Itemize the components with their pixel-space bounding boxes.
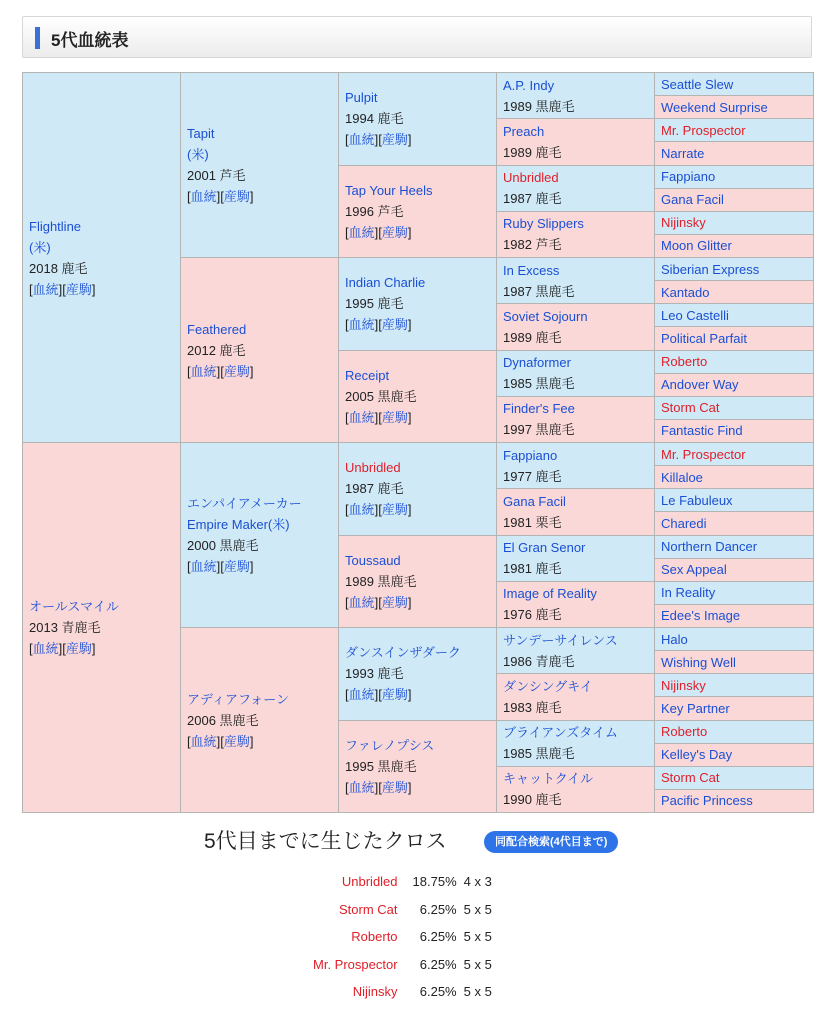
horse-name-link[interactable]: Mr. Prospector — [661, 122, 746, 138]
horse-name-link[interactable]: Key Partner — [661, 700, 730, 716]
pedigree-cell-gen5 — [655, 281, 814, 304]
pedigree-links: [血統][産駒] — [187, 363, 254, 379]
horse-name-link[interactable]: Pulpit — [345, 90, 378, 106]
horse-name-link[interactable]: El Gran Senor — [503, 540, 586, 556]
horse-name-link[interactable]: Indian Charlie — [345, 275, 426, 291]
pedigree-cell-gen2 — [181, 628, 339, 813]
progeny-link[interactable]: 産駒 — [381, 224, 408, 240]
horse-info: 1985 黒鹿毛 — [503, 376, 575, 392]
pedigree-cell-gen5 — [655, 651, 814, 674]
horse-name-link[interactable]: エンパイアメーカー — [187, 496, 302, 511]
horse-name-link[interactable]: In Excess — [503, 262, 560, 278]
pedigree-cell-gen4 — [497, 119, 655, 165]
bloodline-link[interactable]: 血統 — [190, 559, 217, 574]
horse-info: 1989 黒鹿毛 — [503, 98, 575, 114]
cross-row — [310, 951, 495, 979]
horse-name-link[interactable]: Finder's Fee — [503, 401, 575, 417]
horse-name-link[interactable]: Toussaud — [345, 552, 401, 568]
horse-info: 1996 芦毛 — [345, 203, 404, 219]
pedigree-cell-gen2 — [181, 258, 339, 443]
pedigree-cell-gen5 — [655, 697, 814, 720]
pedigree-cell-gen4 — [497, 766, 655, 812]
horse-name-link[interactable]: Gana Facil — [661, 192, 724, 208]
horse-name-link[interactable]: Sex Appeal — [661, 562, 727, 578]
horse-name-link[interactable]: Roberto — [661, 724, 708, 740]
pedigree-cell-gen5 — [655, 558, 814, 581]
cross-row — [310, 978, 495, 1006]
cross-table — [310, 868, 495, 1006]
horse-info: 1983 鹿毛 — [503, 699, 562, 715]
pedigree-cell-gen5 — [655, 743, 814, 766]
cross-generation: 5 x 5 — [463, 901, 492, 917]
horse-name-link[interactable]: ダンスインザダーク — [345, 645, 461, 661]
bloodline-link[interactable]: 血統 — [348, 502, 375, 518]
pedigree-cell-gen3 — [339, 73, 497, 166]
cross-percent: 6.25% — [419, 984, 457, 1000]
pedigree-cell-gen4 — [497, 73, 655, 119]
cross-percent: 6.25% — [419, 956, 457, 972]
horse-info: 1990 鹿毛 — [503, 792, 562, 808]
horse-name-link[interactable]: Kelley's Day — [661, 747, 733, 763]
pedigree-cell-gen2 — [181, 443, 339, 628]
pedigree-cell-gen2 — [181, 73, 339, 258]
horse-name-link[interactable]: Political Parfait — [661, 330, 747, 346]
horse-name-link[interactable]: Feathered — [187, 321, 247, 337]
pedigree-cell-gen5 — [655, 766, 814, 789]
cross-percent: 6.25% — [419, 929, 457, 945]
horse-name-link[interactable]: Pacific Princess — [661, 793, 753, 809]
horse-info: 2013 青鹿毛 — [29, 620, 101, 635]
cross-horse-link[interactable]: Mr. Prospector — [313, 956, 398, 972]
horse-name-link[interactable]: Northern Dancer — [661, 539, 758, 555]
horse-info: 1982 芦毛 — [503, 237, 562, 253]
pedigree-cell-gen5 — [655, 535, 814, 558]
horse-info: 1989 黒鹿毛 — [345, 573, 417, 589]
horse-info: 1987 黒鹿毛 — [503, 283, 575, 299]
horse-info: 1976 鹿毛 — [503, 607, 562, 623]
pedigree-links: [血統][産駒] — [187, 559, 254, 574]
pedigree-links: [血統][産駒] — [345, 502, 412, 518]
horse-name-link[interactable]: ファレノプシス — [345, 737, 435, 753]
horse-info: 1989 鹿毛 — [503, 144, 562, 160]
horse-name-link[interactable]: アディアフォーン — [187, 691, 290, 707]
cross-row — [310, 923, 495, 951]
horse-name-link[interactable]: Fappiano — [503, 447, 558, 463]
pedigree-cell-gen5 — [655, 142, 814, 165]
cross-generation: 5 x 5 — [463, 956, 492, 972]
horse-name-link[interactable]: Storm Cat — [661, 400, 720, 416]
pedigree-cell-gen5 — [655, 789, 814, 812]
pedigree-cell-gen5 — [655, 119, 814, 142]
horse-name-link[interactable]: Preach — [503, 123, 545, 139]
progeny-link[interactable]: 産駒 — [381, 132, 408, 148]
pedigree-cell-gen5 — [655, 234, 814, 257]
pedigree-cell-gen5 — [655, 304, 814, 327]
pedigree-links: [血統][産駒] — [345, 224, 412, 240]
pedigree-cell-gen3 — [339, 443, 497, 536]
horse-name-link[interactable]: Storm Cat — [661, 770, 720, 786]
pedigree-cell-gen5 — [655, 419, 814, 442]
pedigree-links: [血統][産駒] — [345, 779, 412, 795]
horse-name-link[interactable]: Image of Reality — [503, 586, 597, 602]
cross-horse-link[interactable]: Roberto — [351, 929, 398, 945]
horse-info: 2001 芦毛 — [187, 168, 246, 183]
horse-name-link[interactable]: Unbridled — [503, 170, 559, 186]
progeny-link[interactable]: 産駒 — [381, 502, 408, 518]
pedigree-cell-gen5 — [655, 466, 814, 489]
bloodline-link[interactable]: 血統 — [32, 641, 59, 656]
bloodline-link[interactable]: 血統 — [190, 189, 217, 204]
pedigree-cell-gen3 — [339, 535, 497, 628]
bloodline-link[interactable]: 血統 — [348, 687, 375, 703]
pedigree-row — [23, 443, 814, 466]
horse-info: 1981 栗毛 — [503, 514, 562, 530]
progeny-link[interactable]: 産駒 — [381, 779, 408, 795]
horse-name-link[interactable]: Seattle Slew — [661, 76, 734, 92]
horse-name-link[interactable]: In Reality — [661, 585, 716, 601]
cross-horse-link[interactable]: Nijinsky — [352, 984, 398, 1000]
horse-name-link[interactable]: Gana Facil — [503, 493, 566, 509]
horse-name-link[interactable]: Edee's Image — [661, 608, 741, 624]
pedigree-cell-gen4 — [497, 258, 655, 304]
pedigree-cell-gen5 — [655, 188, 814, 211]
cross-generation: 4 x 3 — [463, 874, 492, 890]
horse-info: 1994 鹿毛 — [345, 111, 404, 127]
horse-info: 1986 青鹿毛 — [503, 653, 575, 669]
cross-horse-link[interactable]: Storm Cat — [339, 901, 398, 917]
horse-info: 1977 鹿毛 — [503, 468, 562, 484]
pedigree-cell-gen5 — [655, 443, 814, 466]
horse-name-link[interactable]: ダンシングキイ — [503, 678, 593, 694]
cross-row — [310, 868, 495, 896]
horse-name-link[interactable]: Le Fabuleux — [661, 492, 733, 508]
pedigree-cell-gen5 — [655, 73, 814, 96]
pedigree-cell-gen3 — [339, 350, 497, 443]
bloodline-link[interactable]: 血統 — [348, 409, 375, 425]
horse-name-link[interactable]: Empire Maker(米) — [187, 517, 290, 532]
pedigree-row — [23, 73, 814, 96]
pedigree-cell-gen4 — [497, 581, 655, 627]
horse-name-link[interactable]: Fappiano — [661, 169, 716, 185]
pedigree-cell-gen1 — [23, 73, 181, 443]
pedigree-cell-gen4 — [497, 489, 655, 535]
cross-horse-link[interactable]: Unbridled — [341, 874, 398, 890]
pedigree-cell-gen4 — [497, 674, 655, 720]
progeny-link[interactable]: 産駒 — [223, 733, 250, 749]
horse-info: 1995 鹿毛 — [345, 296, 404, 312]
same-mating-search-button[interactable]: 同配合検索(4代目まで) — [484, 831, 618, 853]
pedigree-cell-gen3 — [339, 165, 497, 258]
pedigree-links: [血統][産駒] — [345, 594, 412, 610]
pedigree-cell-gen1 — [23, 443, 181, 813]
cross-percent: 18.75% — [412, 874, 457, 890]
cross-generation: 5 x 5 — [463, 984, 492, 1000]
pedigree-cell-gen5 — [655, 512, 814, 535]
horse-name-link[interactable]: Nijinsky — [661, 215, 706, 231]
bloodline-link[interactable]: 血統 — [348, 132, 375, 148]
progeny-link[interactable]: 産駒 — [223, 189, 250, 204]
pedigree-cell-gen5 — [655, 489, 814, 512]
horse-name-link[interactable]: Narrate — [661, 145, 705, 161]
pedigree-cell-gen5 — [655, 327, 814, 350]
progeny-link[interactable]: 産駒 — [381, 317, 408, 333]
horse-name-link[interactable]: A.P. Indy — [503, 77, 555, 93]
bloodline-link[interactable]: 血統 — [348, 317, 375, 333]
pedigree-cell-gen4 — [497, 535, 655, 581]
pedigree-cell-gen3 — [339, 628, 497, 721]
pedigree-cell-gen3 — [339, 720, 497, 813]
section-title: 5代血統表 — [51, 31, 129, 50]
horse-info: 2000 黒鹿毛 — [187, 538, 259, 553]
pedigree-links: [血統][産駒] — [345, 317, 412, 333]
horse-info: 2018 鹿毛 — [29, 260, 88, 276]
pedigree-cell-gen5 — [655, 211, 814, 234]
progeny-link[interactable]: 産駒 — [381, 687, 408, 703]
pedigree-links: [血統][産駒] — [29, 641, 96, 656]
horse-info: 1987 鹿毛 — [345, 481, 404, 497]
pedigree-cell-gen5 — [655, 604, 814, 627]
horse-name-link[interactable]: Dynaformer — [503, 355, 571, 371]
pedigree-cell-gen5 — [655, 674, 814, 697]
horse-name-link[interactable]: Weekend Surprise — [661, 99, 768, 115]
pedigree-cell-gen4 — [497, 350, 655, 396]
progeny-link[interactable]: 産駒 — [223, 559, 250, 574]
pedigree-cell-gen4 — [497, 396, 655, 442]
bloodline-link[interactable]: 血統 — [348, 594, 375, 610]
horse-name-link[interactable]: Flightline — [29, 218, 82, 234]
pedigree-cell-gen5 — [655, 165, 814, 188]
horse-name-link[interactable]: Halo — [661, 631, 688, 647]
horse-name-link[interactable]: Kantado — [661, 284, 710, 300]
pedigree-links: [血統][産駒] — [345, 132, 412, 148]
horse-name-link[interactable]: Ruby Slippers — [503, 216, 584, 232]
cross-generation: 5 x 5 — [463, 929, 492, 945]
horse-origin-link[interactable]: (米) — [187, 147, 209, 162]
pedigree-cell-gen4 — [497, 443, 655, 489]
horse-name-link[interactable]: Receipt — [345, 367, 390, 383]
horse-info: 1995 黒鹿毛 — [345, 758, 417, 774]
pedigree-links: [血統][産駒] — [345, 409, 412, 425]
progeny-link[interactable]: 産駒 — [223, 363, 250, 379]
pedigree-links: [血統][産駒] — [187, 189, 254, 204]
horse-name-link[interactable]: Wishing Well — [661, 654, 736, 670]
pedigree-cell-gen4 — [497, 165, 655, 211]
horse-info: 1987 鹿毛 — [503, 191, 562, 207]
horse-info: 1985 黒鹿毛 — [503, 746, 575, 762]
pedigree-table — [22, 72, 814, 813]
horse-name-link[interactable]: オールスマイル — [29, 599, 119, 614]
progeny-link[interactable]: 産駒 — [381, 594, 408, 610]
horse-info: 1997 黒鹿毛 — [503, 422, 575, 438]
pedigree-cell-gen5 — [655, 628, 814, 651]
pedigree-links: [血統][産駒] — [187, 733, 254, 749]
horse-info: 2012 鹿毛 — [187, 342, 246, 358]
horse-name-link[interactable]: Siberian Express — [661, 261, 760, 277]
pedigree-cell-gen4 — [497, 628, 655, 674]
bloodline-link[interactable]: 血統 — [348, 779, 375, 795]
horse-name-link[interactable]: Mr. Prospector — [661, 446, 746, 462]
horse-name-link[interactable]: Tapit — [187, 126, 215, 141]
bloodline-link[interactable]: 血統 — [190, 363, 217, 379]
section-header — [22, 16, 812, 58]
pedigree-cell-gen5 — [655, 373, 814, 396]
horse-info: 1993 鹿毛 — [345, 666, 404, 682]
cross-row — [310, 896, 495, 924]
pedigree-cell-gen5 — [655, 258, 814, 281]
pedigree-cell-gen5 — [655, 581, 814, 604]
horse-origin-link[interactable]: (米) — [29, 239, 51, 255]
cross-title: 5代目までに生じたクロス — [204, 830, 447, 853]
bloodline-link[interactable]: 血統 — [190, 733, 217, 749]
horse-name-link[interactable]: Moon Glitter — [661, 238, 732, 254]
horse-name-link[interactable]: Fantastic Find — [661, 423, 743, 439]
pedigree-cell-gen3 — [339, 258, 497, 351]
horse-name-link[interactable]: Unbridled — [345, 460, 401, 476]
horse-name-link[interactable]: サンデーサイレンス — [503, 632, 618, 648]
progeny-link[interactable]: 産駒 — [65, 641, 92, 656]
horse-name-link[interactable]: キャットクイル — [503, 771, 594, 787]
pedigree-cell-gen5 — [655, 720, 814, 743]
horse-name-link[interactable]: Killaloe — [661, 469, 703, 485]
pedigree-cell-gen4 — [497, 720, 655, 766]
progeny-link[interactable]: 産駒 — [65, 281, 92, 297]
horse-info: 2005 黒鹿毛 — [345, 388, 417, 404]
pedigree-cell-gen4 — [497, 211, 655, 257]
progeny-link[interactable]: 産駒 — [381, 409, 408, 425]
horse-name-link[interactable]: Nijinsky — [661, 677, 706, 693]
pedigree-links: [血統][産駒] — [345, 687, 412, 703]
horse-name-link[interactable]: Andover Way — [661, 377, 739, 393]
cross-percent: 6.25% — [419, 901, 457, 917]
horse-name-link[interactable]: Soviet Sojourn — [503, 308, 588, 324]
horse-info: 1981 鹿毛 — [503, 561, 562, 577]
pedigree-cell-gen4 — [497, 304, 655, 350]
bloodline-link[interactable]: 血統 — [348, 224, 375, 240]
pedigree-links: [血統][産駒] — [29, 281, 96, 297]
pedigree-cell-gen5 — [655, 396, 814, 419]
header-accent-bar — [35, 27, 40, 49]
pedigree-cell-gen5 — [655, 350, 814, 373]
horse-name-link[interactable]: Roberto — [661, 354, 708, 370]
horse-name-link[interactable]: Charedi — [661, 515, 707, 531]
pedigree-cell-gen5 — [655, 96, 814, 119]
horse-name-link[interactable]: Leo Castelli — [661, 307, 729, 323]
bloodline-link[interactable]: 血統 — [32, 281, 59, 297]
horse-info: 1989 鹿毛 — [503, 329, 562, 345]
horse-name-link[interactable]: Tap Your Heels — [345, 182, 433, 198]
horse-name-link[interactable]: ブライアンズタイム — [503, 725, 619, 741]
horse-info: 2006 黒鹿毛 — [187, 712, 259, 728]
